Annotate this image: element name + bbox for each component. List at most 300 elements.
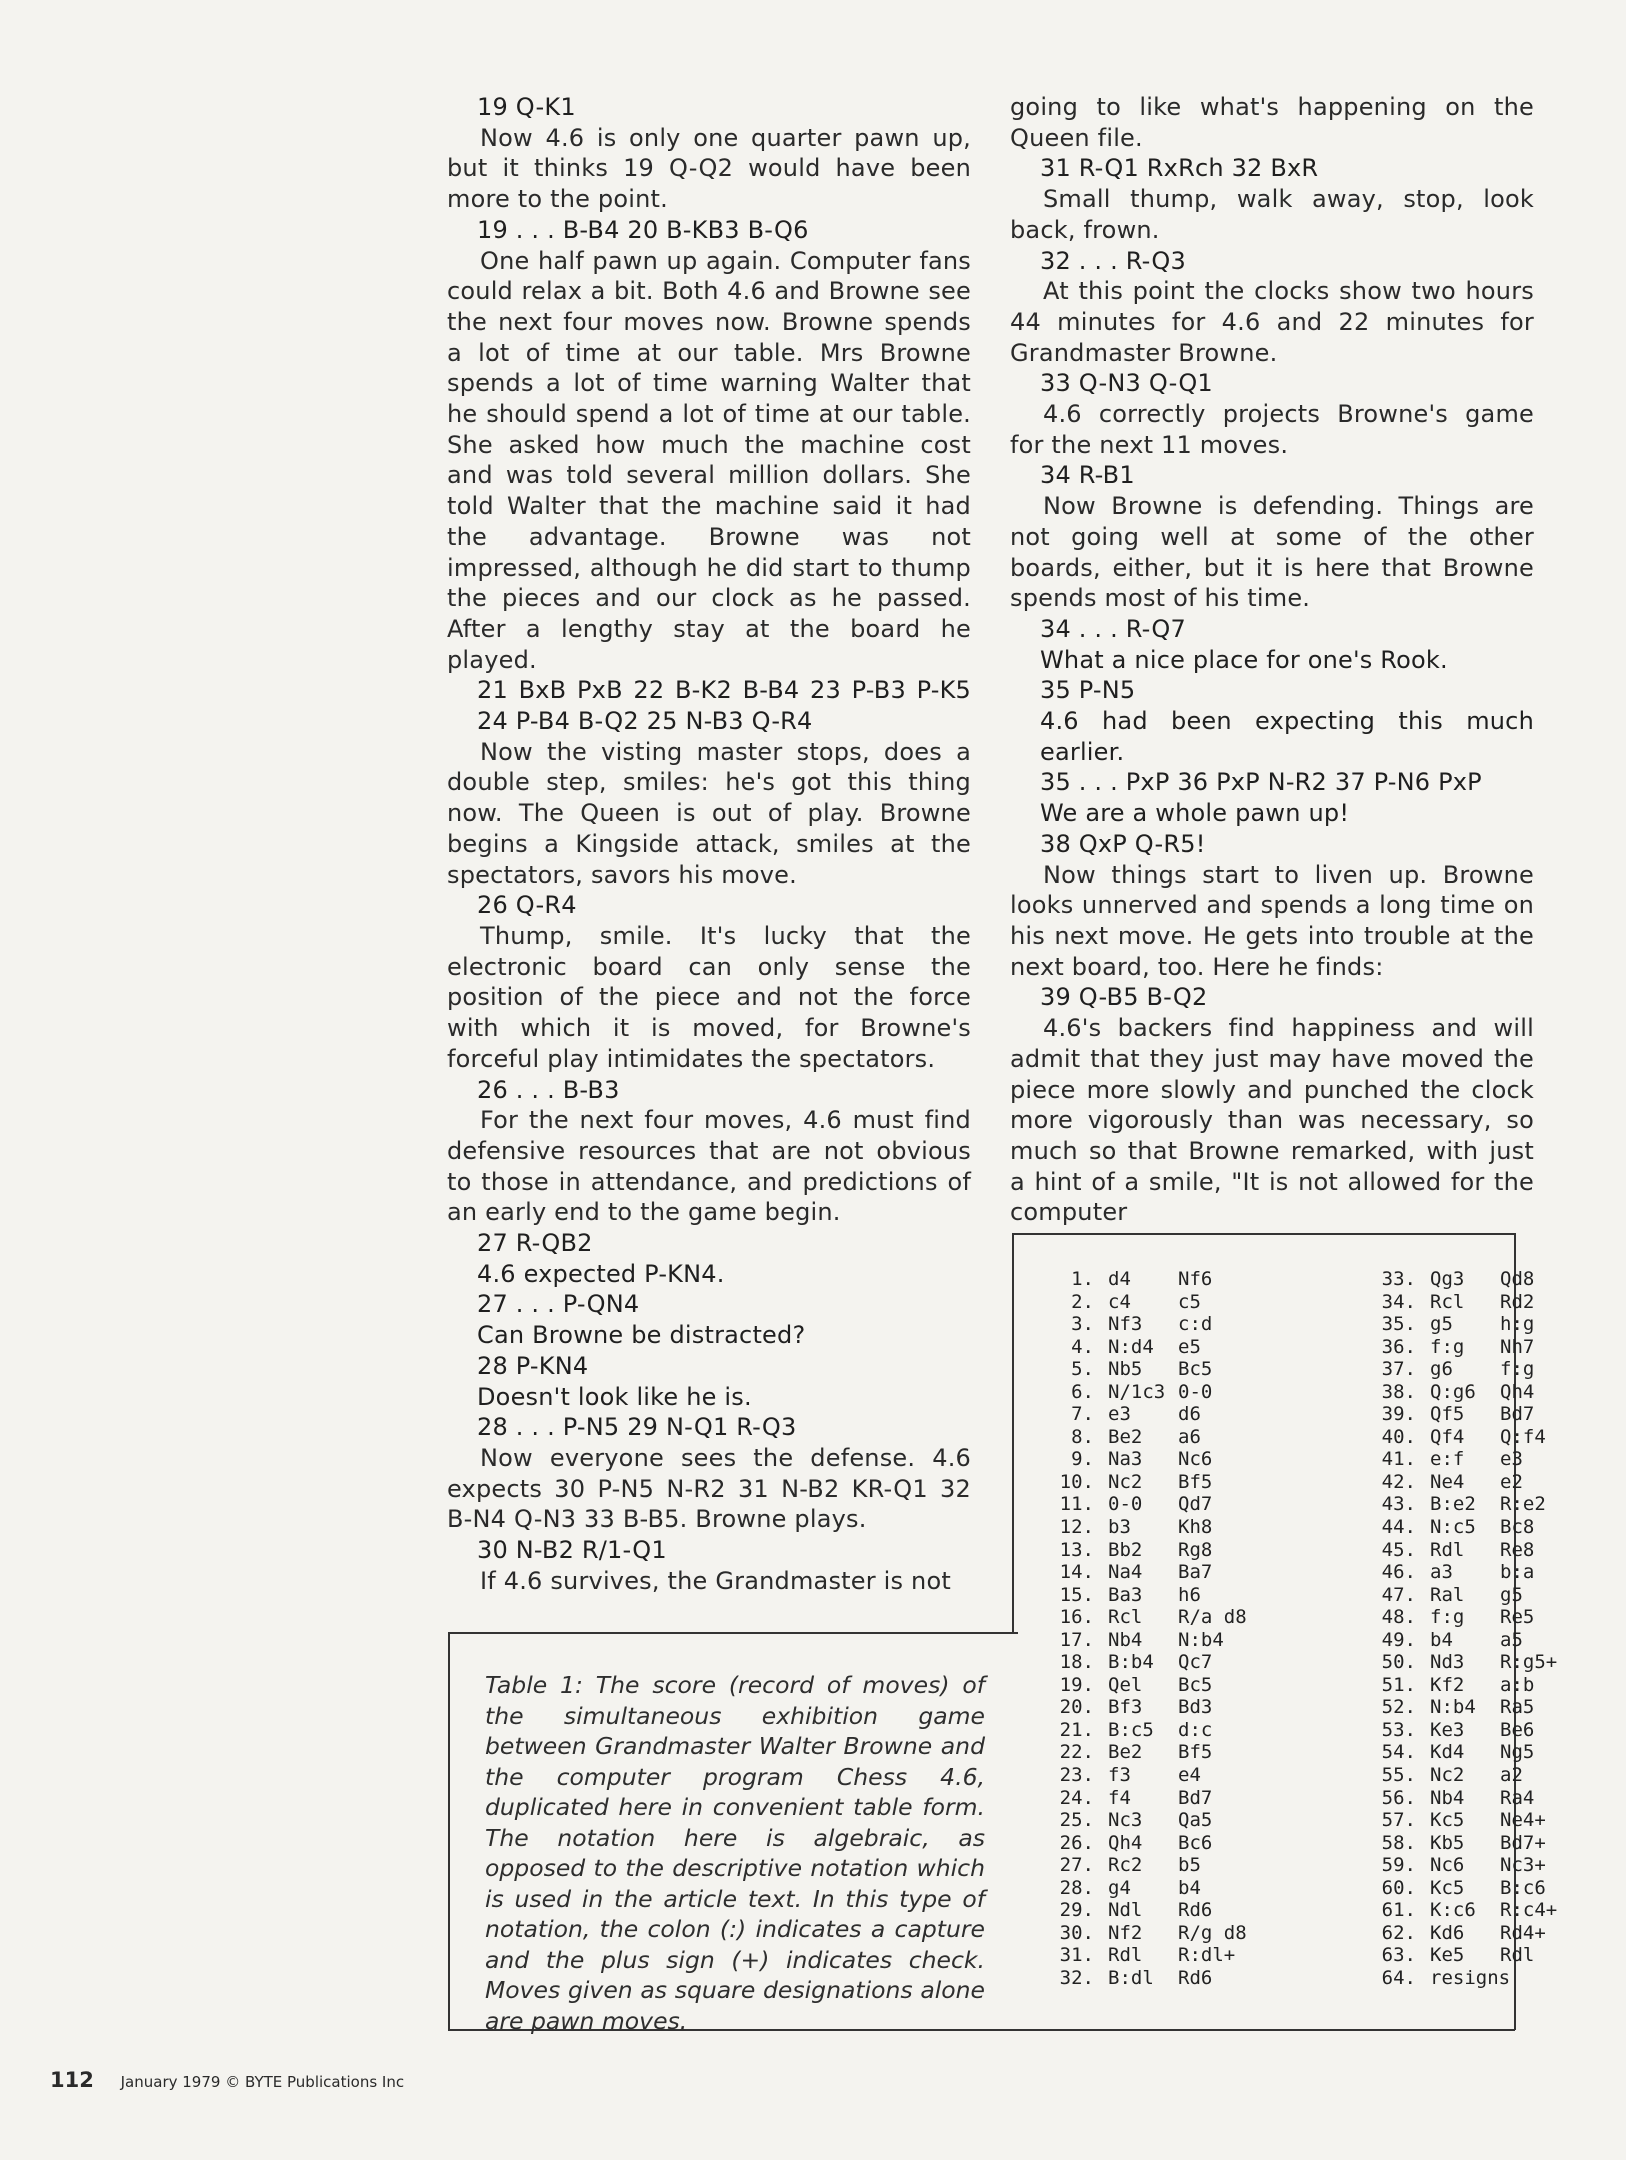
table-caption: Table 1: The score (record of moves) of the simultaneous exhibition game between Grandmaster Walter Browne and the computer program Chess 4.6, duplicated here in convenient table form. The notation here is algebraic, as opposed to the descriptive notation which is used in the article text. In this type of notation, the colon (:) indicates a capture and the plus sign (+) indicates check. Moves given as square designations alone are pawn moves.	[485, 1671, 985, 2035]
score-column-left	[1040, 1268, 1310, 1990]
black-move: Ba7	[1178, 1561, 1213, 1584]
white-move: resigns	[1430, 1966, 1511, 1989]
score-row	[1040, 1629, 1310, 1652]
move-number: 59.	[1381, 1854, 1416, 1877]
score-row	[1040, 1561, 1310, 1584]
black-move: Nh7	[1500, 1335, 1535, 1358]
black-move: Rd2	[1500, 1290, 1535, 1313]
black-move: Rd6	[1178, 1899, 1213, 1922]
score-column-right	[1362, 1268, 1626, 1990]
black-move: Bd7	[1178, 1786, 1213, 1809]
move-number: 57.	[1381, 1809, 1416, 1832]
move-line: 4.6 expected P-KN4.	[477, 1259, 725, 1288]
white-move: Qg3	[1430, 1268, 1465, 1290]
move-number: 51.	[1381, 1673, 1416, 1696]
move-line: 34 R-B1	[1040, 461, 1135, 490]
score-row	[1362, 1448, 1626, 1471]
body-paragraph: 4.6's backers find happiness and will admit that they just may have moved the piece more slowly and punched the clock more vigorously than was necessary, so much so that Browne remarked, with just a hint of a smile, "It is not allowed for the computer	[1010, 1014, 1534, 1227]
move-number: 31.	[1059, 1944, 1094, 1967]
score-row	[1362, 1381, 1626, 1404]
white-move: Nc3	[1108, 1809, 1143, 1832]
white-move: Bb2	[1108, 1538, 1143, 1561]
black-move: R:c4+	[1500, 1899, 1558, 1922]
score-row	[1040, 1471, 1310, 1494]
white-move: Q:g6	[1430, 1380, 1476, 1403]
white-move: Ba3	[1108, 1583, 1143, 1606]
move-number: 22.	[1059, 1741, 1094, 1764]
move-number: 47.	[1381, 1583, 1416, 1606]
white-move: Ke3	[1430, 1718, 1465, 1741]
move-line: We are a whole pawn up!	[1040, 799, 1350, 828]
move-line: 39 Q-B5 B-Q2	[1040, 983, 1208, 1012]
black-move: e3	[1500, 1448, 1523, 1471]
move-number: 58.	[1381, 1831, 1416, 1854]
score-row	[1040, 1268, 1310, 1291]
black-move: e2	[1500, 1470, 1523, 1493]
black-move: Bf5	[1178, 1741, 1213, 1764]
black-move: b:a	[1500, 1561, 1535, 1584]
body-paragraph: Now Browne is defending. Things are not going well at some of the other boards, either, but it is here that Browne spends most of his time.	[1010, 492, 1534, 613]
white-move: Kf2	[1430, 1673, 1465, 1696]
move-number: 16.	[1059, 1606, 1094, 1629]
body-paragraph: going to like what's happening on the Queen file.	[1010, 93, 1534, 152]
score-row	[1040, 1967, 1310, 1990]
black-move: N:b4	[1178, 1628, 1224, 1651]
score-row	[1362, 1809, 1626, 1832]
white-move: N:c5	[1430, 1516, 1476, 1539]
move-line: 33 Q-N3 Q-Q1	[1040, 369, 1213, 398]
move-number: 15.	[1059, 1583, 1094, 1606]
black-move: Rd4+	[1500, 1921, 1546, 1944]
move-number: 62.	[1381, 1921, 1416, 1944]
white-move: Ke5	[1430, 1944, 1465, 1967]
white-move: g4	[1108, 1876, 1131, 1899]
body-paragraph: Small thump, walk away, stop, look back, frown.	[1010, 185, 1534, 244]
move-line: 26 . . . B-B3	[477, 1075, 620, 1104]
score-row	[1362, 1291, 1626, 1314]
white-move: b3	[1108, 1516, 1131, 1539]
move-line: 27 R-QB2	[477, 1229, 593, 1258]
move-number: 29.	[1059, 1899, 1094, 1922]
score-row	[1362, 1336, 1626, 1359]
black-move: Qa5	[1178, 1809, 1213, 1832]
score-row	[1362, 1268, 1626, 1291]
white-move: B:dl	[1108, 1966, 1154, 1989]
move-line: 4.6 had been expecting this much earlier.	[1040, 707, 1534, 766]
move-number: 25.	[1059, 1809, 1094, 1832]
black-move: Re5	[1500, 1606, 1535, 1629]
white-move: a3	[1430, 1561, 1453, 1584]
move-number: 6.	[1071, 1380, 1094, 1403]
move-number: 52.	[1381, 1696, 1416, 1719]
score-row	[1362, 1764, 1626, 1787]
move-line: 34 . . . R-Q7	[1040, 614, 1186, 643]
black-move: Bd7	[1500, 1403, 1535, 1426]
body-paragraph: Now things start to liven up. Browne looks unnerved and spends a long time on his next move. He gets into trouble at the next board, too. Here he finds:	[1010, 860, 1534, 981]
white-move: Kd6	[1430, 1921, 1465, 1944]
move-number: 50.	[1381, 1651, 1416, 1674]
black-move: Qd8	[1500, 1268, 1535, 1290]
white-move: Na3	[1108, 1448, 1143, 1471]
move-number: 42.	[1381, 1470, 1416, 1493]
move-number: 36.	[1381, 1335, 1416, 1358]
score-row	[1362, 1741, 1626, 1764]
black-move: Q:f4	[1500, 1425, 1546, 1448]
move-number: 20.	[1059, 1696, 1094, 1719]
white-move: g5	[1430, 1313, 1453, 1336]
black-move: Be6	[1500, 1718, 1535, 1741]
white-move: Qf4	[1430, 1425, 1465, 1448]
move-number: 13.	[1059, 1538, 1094, 1561]
score-row	[1040, 1741, 1310, 1764]
move-line: What a nice place for one's Rook.	[1040, 645, 1448, 674]
move-number: 5.	[1071, 1358, 1094, 1381]
move-number: 17.	[1059, 1628, 1094, 1651]
white-move: Bf3	[1108, 1696, 1143, 1719]
move-number: 23.	[1059, 1764, 1094, 1787]
score-row	[1362, 1606, 1626, 1629]
score-row	[1362, 1922, 1626, 1945]
black-move: R/a d8	[1178, 1606, 1247, 1629]
black-move: Qd7	[1178, 1493, 1213, 1516]
white-move: Nb4	[1430, 1786, 1465, 1809]
white-move: d4	[1108, 1268, 1131, 1290]
move-line: 35 P-N5	[1040, 676, 1136, 705]
move-line: 19 . . . B-B4 20 B-KB3 B-Q6	[477, 215, 809, 244]
black-move: Kh8	[1178, 1516, 1213, 1539]
page-footer	[50, 2068, 404, 2092]
black-move: a2	[1500, 1764, 1523, 1787]
score-row	[1362, 1944, 1626, 1967]
white-move: Nd3	[1430, 1651, 1465, 1674]
white-move: Kd4	[1430, 1741, 1465, 1764]
move-line: 32 . . . R-Q3	[1040, 246, 1186, 275]
black-move: Bc5	[1178, 1673, 1213, 1696]
score-row	[1040, 1426, 1310, 1449]
score-row	[1362, 1516, 1626, 1539]
black-move: R:dl+	[1178, 1944, 1236, 1967]
move-number: 9.	[1071, 1448, 1094, 1471]
move-line: Doesn't look like he is.	[477, 1382, 752, 1411]
move-number: 33.	[1381, 1268, 1416, 1290]
move-number: 53.	[1381, 1718, 1416, 1741]
score-row	[1040, 1606, 1310, 1629]
page-number: 112	[50, 2068, 94, 2092]
move-line: 21 BxB PxB 22 B-K2 B-B4 23 P-B3 P-K5 24 P-B4 B-Q2 25 N-B3 Q-R4	[477, 676, 971, 736]
white-move: Qh4	[1108, 1831, 1143, 1854]
black-move: Ng5	[1500, 1741, 1535, 1764]
white-move: f:g	[1430, 1335, 1465, 1358]
white-move: Qel	[1108, 1673, 1143, 1696]
white-move: Na4	[1108, 1561, 1143, 1584]
move-number: 49.	[1381, 1628, 1416, 1651]
white-move: 0-0	[1108, 1493, 1143, 1516]
white-move: Rdl	[1430, 1538, 1465, 1561]
score-row	[1362, 1674, 1626, 1697]
body-paragraph: 4.6 correctly projects Browne's game for the next 11 moves.	[1010, 400, 1534, 459]
white-move: Nf3	[1108, 1313, 1143, 1336]
score-row	[1362, 1787, 1626, 1810]
score-row	[1362, 1719, 1626, 1742]
move-number: 35.	[1381, 1313, 1416, 1336]
black-move: Bc5	[1178, 1358, 1213, 1381]
score-row	[1040, 1674, 1310, 1697]
move-number: 39.	[1381, 1403, 1416, 1426]
black-move: B:c6	[1500, 1876, 1546, 1899]
black-move: Rdl	[1500, 1944, 1535, 1967]
move-number: 18.	[1059, 1651, 1094, 1674]
move-number: 34.	[1381, 1290, 1416, 1313]
score-row	[1040, 1516, 1310, 1539]
white-move: Kc5	[1430, 1876, 1465, 1899]
move-number: 63.	[1381, 1944, 1416, 1967]
caption-border-top	[448, 1632, 1018, 1634]
move-number: 54.	[1381, 1741, 1416, 1764]
move-number: 2.	[1071, 1290, 1094, 1313]
move-number: 4.	[1071, 1335, 1094, 1358]
black-move: R/g d8	[1178, 1921, 1247, 1944]
table-border-top	[1012, 1233, 1516, 1235]
white-move: Qf5	[1430, 1403, 1465, 1426]
black-move: Ne4+	[1500, 1809, 1546, 1832]
body-paragraph: Now 4.6 is only one quarter pawn up, but it thinks 19 Q-Q2 would have been more to the point.	[447, 123, 971, 214]
score-table	[1040, 1268, 1626, 1990]
move-number: 21.	[1059, 1718, 1094, 1741]
score-row	[1040, 1584, 1310, 1607]
white-move: Ndl	[1108, 1899, 1143, 1922]
black-move: c5	[1178, 1290, 1201, 1313]
score-row	[1040, 1358, 1310, 1381]
move-number: 28.	[1059, 1876, 1094, 1899]
white-move: Nb5	[1108, 1358, 1143, 1381]
white-move: Rcl	[1430, 1290, 1465, 1313]
move-number: 55.	[1381, 1764, 1416, 1787]
move-number: 64.	[1381, 1966, 1416, 1989]
score-row	[1362, 1471, 1626, 1494]
score-row	[1362, 1877, 1626, 1900]
score-row	[1362, 1313, 1626, 1336]
score-row	[1040, 1719, 1310, 1742]
body-paragraph: At this point the clocks show two hours 44 minutes for 4.6 and 22 minutes for Grandmaster Browne.	[1010, 277, 1534, 367]
body-paragraph: Now everyone sees the defense. 4.6 expects 30 P-N5 N-R2 31 N-B2 KR-Q1 32 B-N4 Q-N3 33 B-B5. Browne plays.	[447, 1443, 971, 1534]
white-move: Kb5	[1430, 1831, 1465, 1854]
black-move: Nf6	[1178, 1268, 1213, 1290]
white-move: Nb4	[1108, 1628, 1143, 1651]
black-move: d:c	[1178, 1718, 1213, 1741]
move-line: 30 N-B2 R/1-Q1	[477, 1536, 667, 1565]
black-move: e4	[1178, 1764, 1201, 1787]
white-move: B:e2	[1430, 1493, 1476, 1516]
white-move: N/1c3	[1108, 1380, 1166, 1403]
white-move: b4	[1430, 1628, 1453, 1651]
black-move: d6	[1178, 1403, 1201, 1426]
white-move: g6	[1430, 1358, 1453, 1381]
white-move: Ne4	[1430, 1470, 1465, 1493]
body-paragraph: One half pawn up again. Computer fans could relax a bit. Both 4.6 and Browne see the next four moves now. Browne spends a lot of time at our table. Mrs Browne spends a lot of time warning Walter that he should spend a lot of time at our table. She asked how much the machine cost and was told several million dollars. She told Walter that the machine said it had the advantage. Browne was not impressed, although he did start to thump the pieces and our clock as he passed. After a lengthy stay at the board he played.	[447, 246, 971, 674]
white-move: Rdl	[1108, 1944, 1143, 1967]
black-move: a:b	[1500, 1673, 1535, 1696]
move-number: 3.	[1071, 1313, 1094, 1336]
score-row	[1040, 1539, 1310, 1562]
black-move: Rg8	[1178, 1538, 1213, 1561]
score-row	[1362, 1358, 1626, 1381]
white-move: c4	[1108, 1290, 1131, 1313]
caption-border-left	[448, 1632, 450, 2029]
black-move: Nc6	[1178, 1448, 1213, 1471]
white-move: Rc2	[1108, 1854, 1143, 1877]
black-move: b5	[1178, 1854, 1201, 1877]
move-line: 31 R-Q1 RxRch 32 BxR	[1040, 154, 1319, 183]
score-row	[1362, 1493, 1626, 1516]
move-number: 44.	[1381, 1516, 1416, 1539]
score-row	[1362, 1403, 1626, 1426]
table-border-left	[1012, 1233, 1014, 1633]
score-row	[1362, 1539, 1626, 1562]
score-row	[1040, 1764, 1310, 1787]
black-move: 0-0	[1178, 1380, 1213, 1403]
score-row	[1040, 1381, 1310, 1404]
move-number: 37.	[1381, 1358, 1416, 1381]
move-number: 38.	[1381, 1380, 1416, 1403]
move-number: 30.	[1059, 1921, 1094, 1944]
black-move: Qc7	[1178, 1651, 1213, 1674]
body-paragraph: Thump, smile. It's lucky that the electronic board can only sense the position of the piece and not the force with which it is moved, for Browne's forceful play intimidates the spectators.	[447, 921, 971, 1073]
score-row	[1040, 1832, 1310, 1855]
score-row	[1362, 1629, 1626, 1652]
white-move: Nc6	[1430, 1854, 1465, 1877]
black-move: Bd7+	[1500, 1831, 1546, 1854]
black-move: b4	[1178, 1876, 1201, 1899]
move-number: 19.	[1059, 1673, 1094, 1696]
black-move: e5	[1178, 1335, 1201, 1358]
move-number: 48.	[1381, 1606, 1416, 1629]
score-row	[1040, 1944, 1310, 1967]
white-move: f4	[1108, 1786, 1131, 1809]
score-row	[1362, 1426, 1626, 1449]
score-row	[1040, 1448, 1310, 1471]
score-row	[1040, 1854, 1310, 1877]
score-row	[1362, 1561, 1626, 1584]
move-number: 14.	[1059, 1561, 1094, 1584]
white-move: K:c6	[1430, 1899, 1476, 1922]
move-line: 26 Q-R4	[477, 891, 577, 920]
black-move: Rd6	[1178, 1966, 1213, 1989]
black-move: h6	[1178, 1583, 1201, 1606]
move-number: 7.	[1071, 1403, 1094, 1426]
move-number: 45.	[1381, 1538, 1416, 1561]
score-row	[1040, 1313, 1310, 1336]
black-move: c:d	[1178, 1313, 1213, 1336]
move-number: 11.	[1059, 1493, 1094, 1516]
score-row	[1362, 1967, 1626, 1990]
right-text-column	[1010, 92, 1534, 1228]
black-move: a6	[1178, 1425, 1201, 1448]
move-number: 1.	[1071, 1268, 1094, 1290]
move-number: 24.	[1059, 1786, 1094, 1809]
move-number: 41.	[1381, 1448, 1416, 1471]
white-move: Nc2	[1430, 1764, 1465, 1787]
black-move: h:g	[1500, 1313, 1535, 1336]
black-move	[1500, 1967, 1590, 1990]
score-row	[1040, 1291, 1310, 1314]
score-row	[1362, 1696, 1626, 1719]
black-move: Re8	[1500, 1538, 1535, 1561]
score-row	[1362, 1832, 1626, 1855]
move-line: 28 . . . P-N5 29 N-Q1 R-Q3	[477, 1413, 797, 1442]
move-line: Can Browne be distracted?	[477, 1321, 806, 1350]
black-move: f:g	[1500, 1358, 1535, 1381]
score-row	[1362, 1584, 1626, 1607]
move-number: 46.	[1381, 1561, 1416, 1584]
score-row	[1362, 1651, 1626, 1674]
black-move: g5	[1500, 1583, 1523, 1606]
move-number: 40.	[1381, 1425, 1416, 1448]
white-move: Be2	[1108, 1741, 1143, 1764]
white-move: e:f	[1430, 1448, 1465, 1471]
white-move: B:c5	[1108, 1718, 1154, 1741]
white-move: Ral	[1430, 1583, 1465, 1606]
move-number: 10.	[1059, 1470, 1094, 1493]
black-move: Bc8	[1500, 1516, 1535, 1539]
left-text-column	[447, 92, 971, 1596]
score-row	[1040, 1651, 1310, 1674]
move-number: 12.	[1059, 1516, 1094, 1539]
score-row	[1362, 1899, 1626, 1922]
move-line: 28 P-KN4	[477, 1351, 589, 1380]
move-number: 8.	[1071, 1425, 1094, 1448]
black-move: Qh4	[1500, 1380, 1535, 1403]
score-row	[1040, 1696, 1310, 1719]
body-paragraph: For the next four moves, 4.6 must find defensive resources that are not obvious to those in attendance, and predictions of an early end to the game begin.	[447, 1106, 971, 1227]
score-row	[1040, 1899, 1310, 1922]
white-move: f:g	[1430, 1606, 1465, 1629]
score-row	[1040, 1403, 1310, 1426]
score-row	[1040, 1493, 1310, 1516]
black-move: Ra4	[1500, 1786, 1535, 1809]
black-move: Nc3+	[1500, 1854, 1546, 1877]
white-move: Nf2	[1108, 1921, 1143, 1944]
black-move: Bf5	[1178, 1470, 1213, 1493]
white-move: N:d4	[1108, 1335, 1154, 1358]
body-paragraph: Now the visting master stops, does a double step, smiles: he's got this thing now. The Queen is out of play. Browne begins a Kingside attack, smiles at the spectators, savors his move.	[447, 737, 971, 889]
move-number: 56.	[1381, 1786, 1416, 1809]
black-move: Ra5	[1500, 1696, 1535, 1719]
move-line: 38 QxP Q-R5!	[1040, 829, 1206, 858]
score-row	[1040, 1922, 1310, 1945]
white-move: Kc5	[1430, 1809, 1465, 1832]
move-line: 35 . . . PxP 36 PxP N-R2 37 P-N6 PxP	[1040, 768, 1482, 797]
white-move: B:b4	[1108, 1651, 1154, 1674]
white-move: Rcl	[1108, 1606, 1143, 1629]
white-move: f3	[1108, 1764, 1131, 1787]
move-line: 19 Q-K1	[477, 93, 576, 121]
move-number: 61.	[1381, 1899, 1416, 1922]
white-move: Nc2	[1108, 1470, 1143, 1493]
score-row	[1362, 1854, 1626, 1877]
score-row	[1040, 1336, 1310, 1359]
score-row	[1040, 1809, 1310, 1832]
white-move: N:b4	[1430, 1696, 1476, 1719]
black-move: a5	[1500, 1628, 1523, 1651]
body-paragraph: If 4.6 survives, the Grandmaster is not	[480, 1566, 951, 1595]
move-number: 60.	[1381, 1876, 1416, 1899]
score-row	[1040, 1877, 1310, 1900]
publication-line: January 1979 © BYTE Publications Inc	[120, 2073, 405, 2091]
black-move: Bc6	[1178, 1831, 1213, 1854]
white-move: e3	[1108, 1403, 1131, 1426]
black-move: R:e2	[1500, 1493, 1546, 1516]
move-number: 27.	[1059, 1854, 1094, 1877]
